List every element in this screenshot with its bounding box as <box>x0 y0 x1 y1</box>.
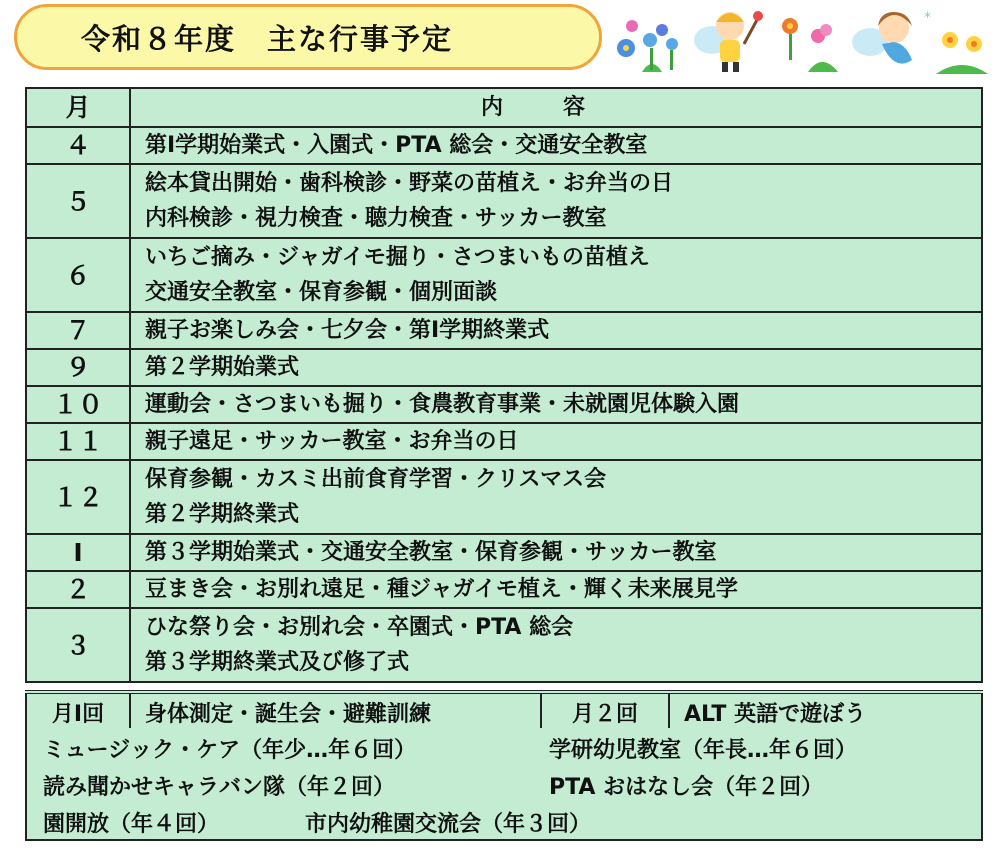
month-cell: ６ <box>26 238 130 312</box>
table-row <box>26 386 982 423</box>
event-line: いちご摘み・ジャガイモ掘り・さつまいもの苗植え <box>145 245 650 270</box>
month-cell: １０ <box>26 386 130 423</box>
table-row <box>26 423 982 460</box>
event-line: 親子遠足・サッカー教室・お弁当の日 <box>145 429 519 454</box>
month-cell: ５ <box>26 164 130 238</box>
flower-yellow-icon <box>936 32 988 74</box>
event-line: 豆まき会・お別れ遠足・種ジャガイモ植え・輝く未来展見学 <box>145 577 738 602</box>
header-content <box>130 88 982 127</box>
table-row <box>26 460 982 534</box>
events-row <box>43 806 981 843</box>
content-cell <box>130 164 982 238</box>
monthly-twice-events: ALT 英語で遊ぼう <box>669 692 982 731</box>
fairy-girl-icon <box>852 10 931 64</box>
event-item: PTA おはなし会（年２回） <box>549 775 824 800</box>
month-cell: ７ <box>26 312 130 349</box>
table-row <box>26 608 982 682</box>
content-cell <box>130 423 982 460</box>
table-header-row <box>26 88 982 127</box>
content-cell <box>130 386 982 423</box>
event-line: 交通安全教室・保育参観・個別面談 <box>145 280 498 305</box>
event-item: ミュージック・ケア（年少…年６回） <box>43 738 417 763</box>
content-cell <box>130 238 982 312</box>
header-content-label: 内容 <box>480 95 645 120</box>
schedule-table <box>25 87 983 683</box>
events-row <box>43 769 981 806</box>
monthly-once-label: 月Ⅰ回 <box>26 692 130 731</box>
table-row <box>26 571 982 608</box>
event-line: 親子お楽しみ会・七夕会・第Ⅰ学期終業式 <box>145 318 550 343</box>
month-cell: Ⅰ <box>26 534 130 571</box>
event-line: 運動会・さつまいも掘り・食農教育事業・未就園児体験入園 <box>145 392 740 417</box>
event-item: 学研幼児教室（年長…年６回） <box>549 738 858 763</box>
table-row <box>26 349 982 386</box>
header-month: 月 <box>26 88 130 127</box>
table-row <box>26 312 982 349</box>
event-line: 保育参観・カスミ出前食育学習・クリスマス会 <box>145 467 607 492</box>
event-line: 第３学期終業式及び修了式 <box>145 650 410 675</box>
event-item: 読み聞かせキャラバン隊（年２回） <box>43 775 396 800</box>
fairy-boy-icon <box>694 11 763 72</box>
month-cell: １１ <box>26 423 130 460</box>
flower-red-icon <box>782 18 838 72</box>
table-row <box>26 534 982 571</box>
flower-blue-icon <box>617 20 678 72</box>
event-item: 市内幼稚園交流会（年３回） <box>305 812 592 837</box>
event-line: 第２学期終業式 <box>145 502 300 527</box>
month-cell: ３ <box>26 608 130 682</box>
content-cell <box>130 312 982 349</box>
month-cell: ９ <box>26 349 130 386</box>
content-cell <box>130 127 982 164</box>
event-line: 第Ⅰ学期始業式・入園式・PTA 総会・交通安全教室 <box>145 133 648 158</box>
decorative-illustration <box>612 0 1002 80</box>
month-cell: １２ <box>26 460 130 534</box>
svg-text:*: * <box>924 10 931 26</box>
content-cell <box>130 349 982 386</box>
event-line: 第２学期始業式 <box>145 355 300 380</box>
monthly-events-table <box>25 690 983 732</box>
page-title: 令和８年度 主な行事予定 <box>14 4 602 70</box>
month-cell: ２ <box>26 571 130 608</box>
annual-events <box>25 728 983 841</box>
content-cell <box>130 571 982 608</box>
monthly-once-events: 身体測定・誕生会・避難訓練 <box>130 692 541 731</box>
event-line: 内科検診・視力検査・聴力検査・サッカー教室 <box>145 206 607 231</box>
events-row <box>43 732 981 769</box>
table-row <box>26 164 982 238</box>
table-row <box>26 127 982 164</box>
event-line: 絵本貸出開始・歯科検診・野菜の苗植え・お弁当の日 <box>145 171 674 196</box>
event-line: ひな祭り会・お別れ会・卒園式・PTA 総会 <box>145 615 574 640</box>
month-cell: ４ <box>26 127 130 164</box>
event-line: 第３学期始業式・交通安全教室・保育参観・サッカー教室 <box>145 540 717 565</box>
event-item: 園開放（年４回） <box>43 812 220 837</box>
content-cell <box>130 460 982 534</box>
content-cell <box>130 608 982 682</box>
monthly-events-row <box>26 692 982 731</box>
content-cell <box>130 534 982 571</box>
table-row <box>26 238 982 312</box>
monthly-twice-label: 月２回 <box>541 692 669 731</box>
